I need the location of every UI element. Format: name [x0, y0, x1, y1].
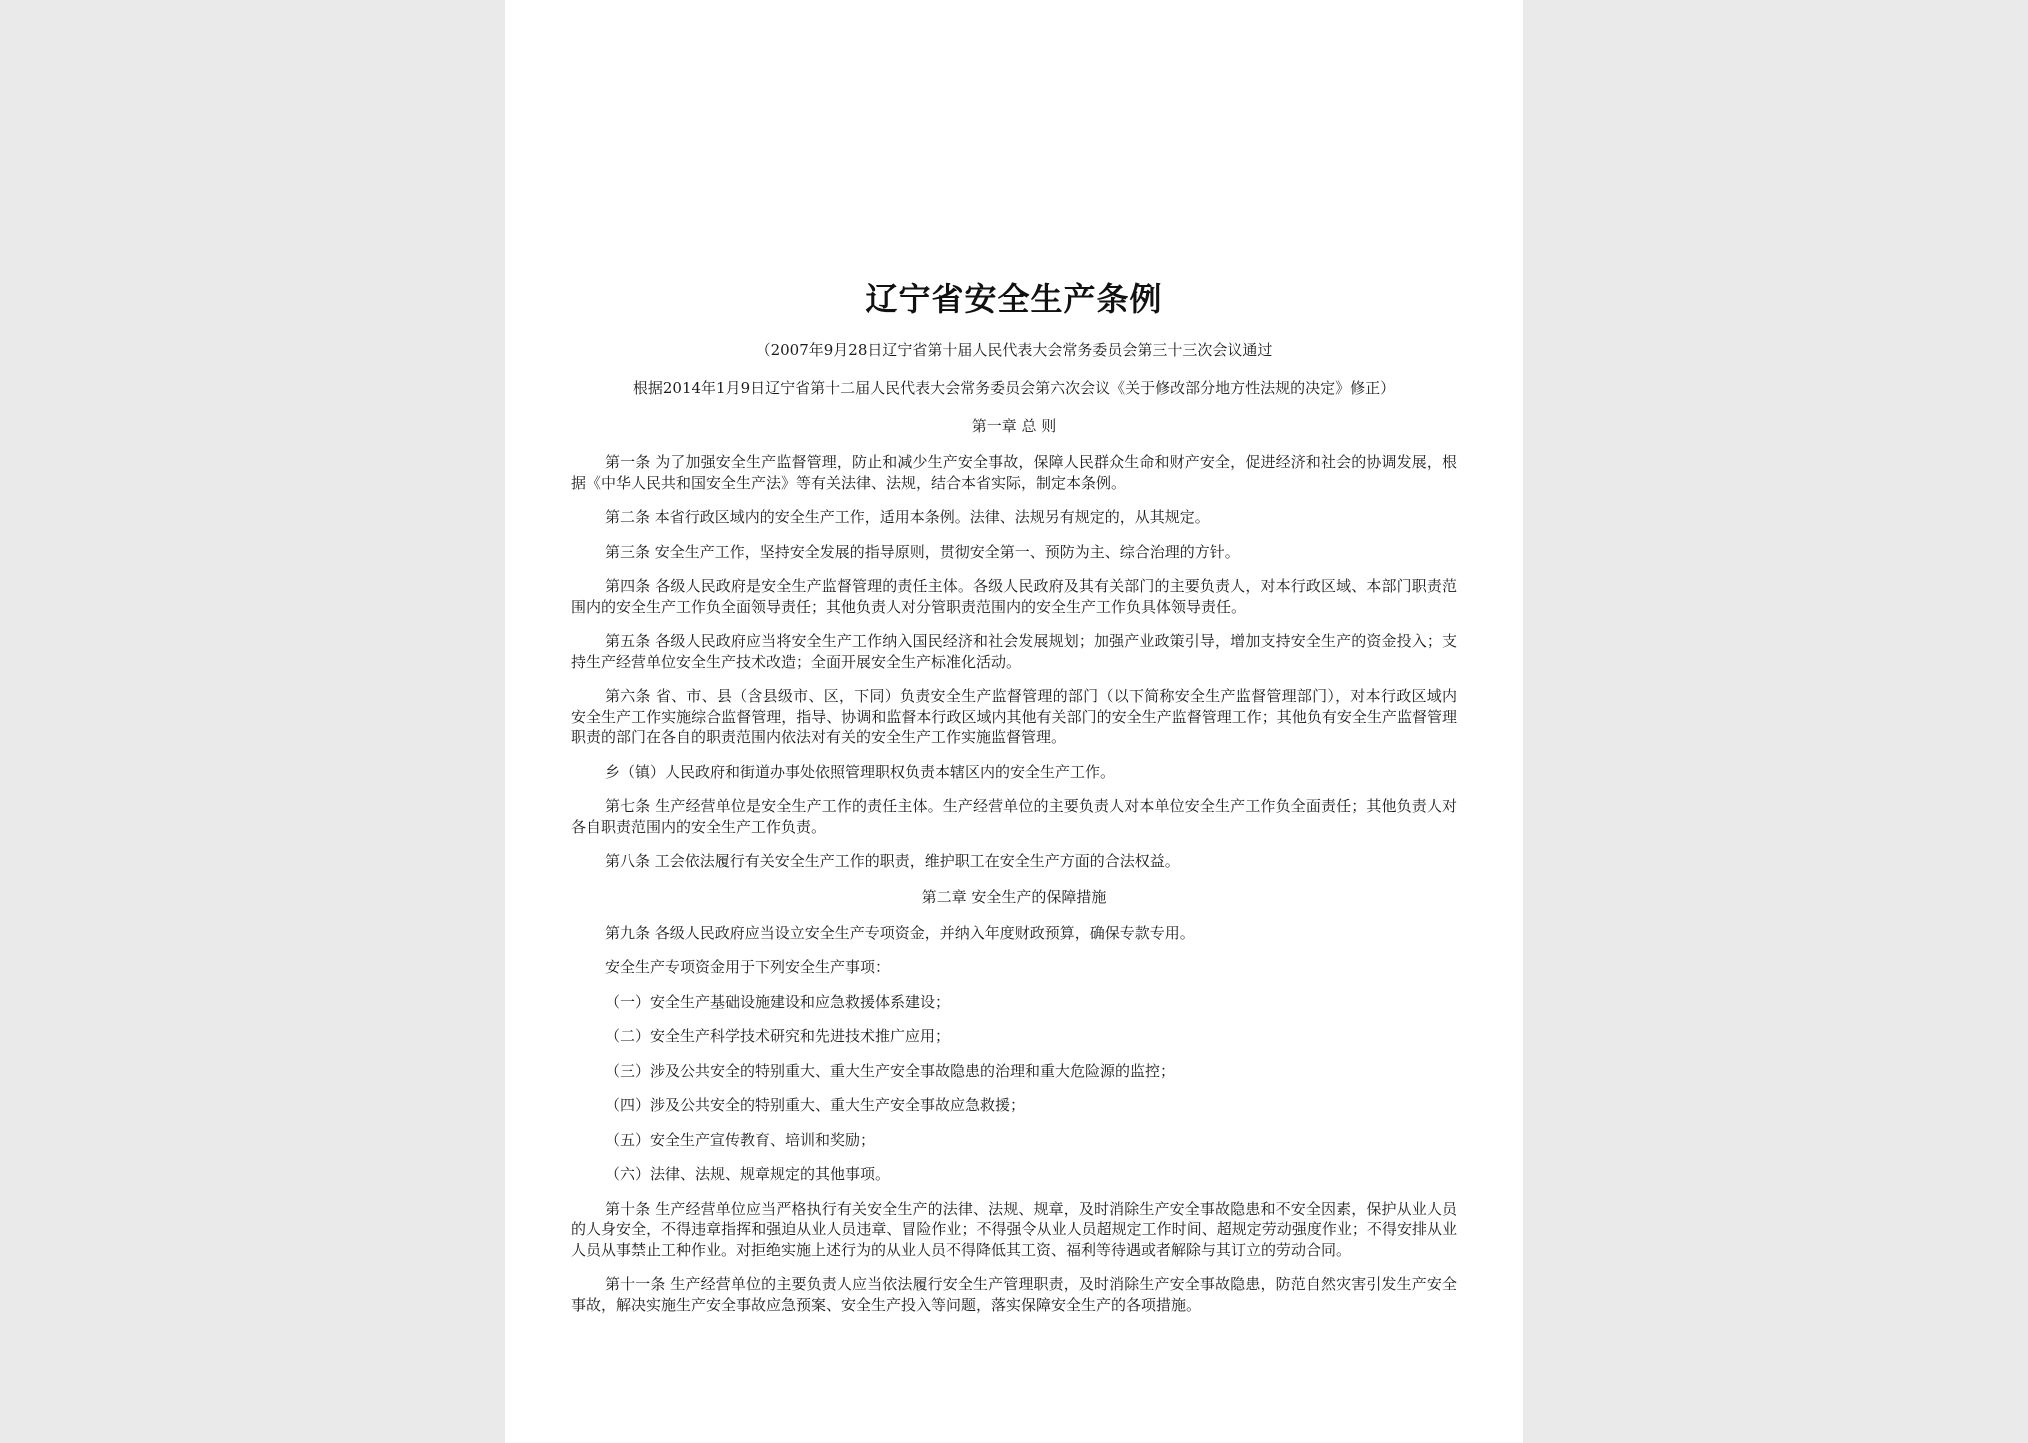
chapter-heading-1: 第一章 总 则 [971, 417, 1057, 435]
article-5: 第五条 各级人民政府应当将安全生产工作纳入国民经济和社会发展规划；加强产业政策引导，增加支持安全生产的资金投入；支持生产经营单位安全生产技术改造；全面开展安全生产标准化活动。 [571, 632, 1457, 671]
list-item-6: （六）法律、法规、规章规定的其他事项。 [605, 1165, 891, 1183]
article-6: 第六条 省、市、县（含县级市、区，下同）负责安全生产监督管理的部门（以下简称安全生产监督管理部门），对本行政区域内安全生产工作实施综合监督管理，指导、协调和监督本行政区域内其他有关部门的安全生产监督管理工作；其他负有安全生产监督管理职责的部门在各自的职责范围内依法对有关的安全生产工作实施监督管理。 [571, 687, 1457, 746]
document-page [505, 0, 1523, 1443]
list-item-2: （二）安全生产科学技术研究和先进技术推广应用； [605, 1027, 951, 1045]
document-content [571, 277, 1457, 1329]
article-9: 第九条 各级人民政府应当设立安全生产专项资金，并纳入年度财政预算，确保专款专用。 [605, 923, 1195, 942]
article-8: 第八条 工会依法履行有关安全生产工作的职责，维护职工在安全生产方面的合法权益。 [605, 852, 1180, 870]
article-2: 第二条 本省行政区域内的安全生产工作，适用本条例。法律、法规另有规定的，从其规定。 [605, 508, 1210, 526]
article-9-paragraph-2: 安全生产专项资金用于下列安全生产事项： [605, 958, 891, 976]
chapter-heading-2: 第二章 安全生产的保障措施 [921, 887, 1107, 906]
article-11: 第十一条 生产经营单位的主要负责人应当依法履行安全生产管理职责，及时消除生产安全事故隐患，防范自然灾害引发生产安全事故，解决实施生产安全事故应急预案、安全生产投入等问题，落实保障安全生产的各项措施。 [571, 1275, 1457, 1314]
article-1: 第一条 为了加强安全生产监督管理，防止和减少生产安全事故，保障人民群众生命和财产安全，促进经济和社会的协调发展，根据《中华人民共和国安全生产法》等有关法律、法规，结合本省实际，制定本条例。 [571, 453, 1457, 492]
list-item-1: （一）安全生产基础设施建设和应急救援体系建设； [605, 992, 951, 1011]
article-6-paragraph-2: 乡（镇）人民政府和街道办事处依照管理职权负责本辖区内的安全生产工作。 [605, 762, 1116, 781]
list-item-4: （四）涉及公共安全的特别重大、重大生产安全事故应急救援； [605, 1096, 1026, 1114]
article-10: 第十条 生产经营单位应当严格执行有关安全生产的法律、法规、规章，及时消除生产安全事故隐患和不安全因素，保护从业人员的人身安全，不得违章指挥和强迫从业人员违章、冒险作业；不得强令从业人员超规定工作时间、超规定劳动强度作业；不得安排从业人员从事禁止工种作业。对拒绝实施上述行为的从业人员不得降低其工资、福利等待遇或者解除与其订立的劳动合同。 [571, 1199, 1457, 1259]
document-subtitle-line-2: 根据2014年1月9日辽宁省第十二届人民代表大会常务委员会第六次会议《关于修改部分地方性法规的决定》修正） [632, 379, 1396, 397]
article-7: 第七条 生产经营单位是安全生产工作的责任主体。生产经营单位的主要负责人对本单位安全生产工作负全面责任；其他负责人对各自职责范围内的安全生产工作负责。 [571, 797, 1457, 836]
article-3: 第三条 安全生产工作，坚持安全发展的指导原则，贯彻安全第一、预防为主、综合治理的方针。 [605, 542, 1240, 561]
list-item-3: （三）涉及公共安全的特别重大、重大生产安全事故隐患的治理和重大危险源的监控； [605, 1061, 1176, 1080]
article-4: 第四条 各级人民政府是安全生产监督管理的责任主体。各级人民政府及其有关部门的主要负责人，对本行政区域、本部门职责范围内的安全生产工作负全面领导责任；其他负责人对分管职责范围内的安全生产工作负具体领导责任。 [571, 577, 1457, 616]
document-title: 辽宁省安全生产条例 [865, 280, 1163, 318]
list-item-5: （五）安全生产宣传教育、培训和奖励； [605, 1130, 876, 1149]
document-subtitle-line-1: （2007年9月28日辽宁省第十届人民代表大会常务委员会第三十三次会议通过 [755, 341, 1273, 359]
